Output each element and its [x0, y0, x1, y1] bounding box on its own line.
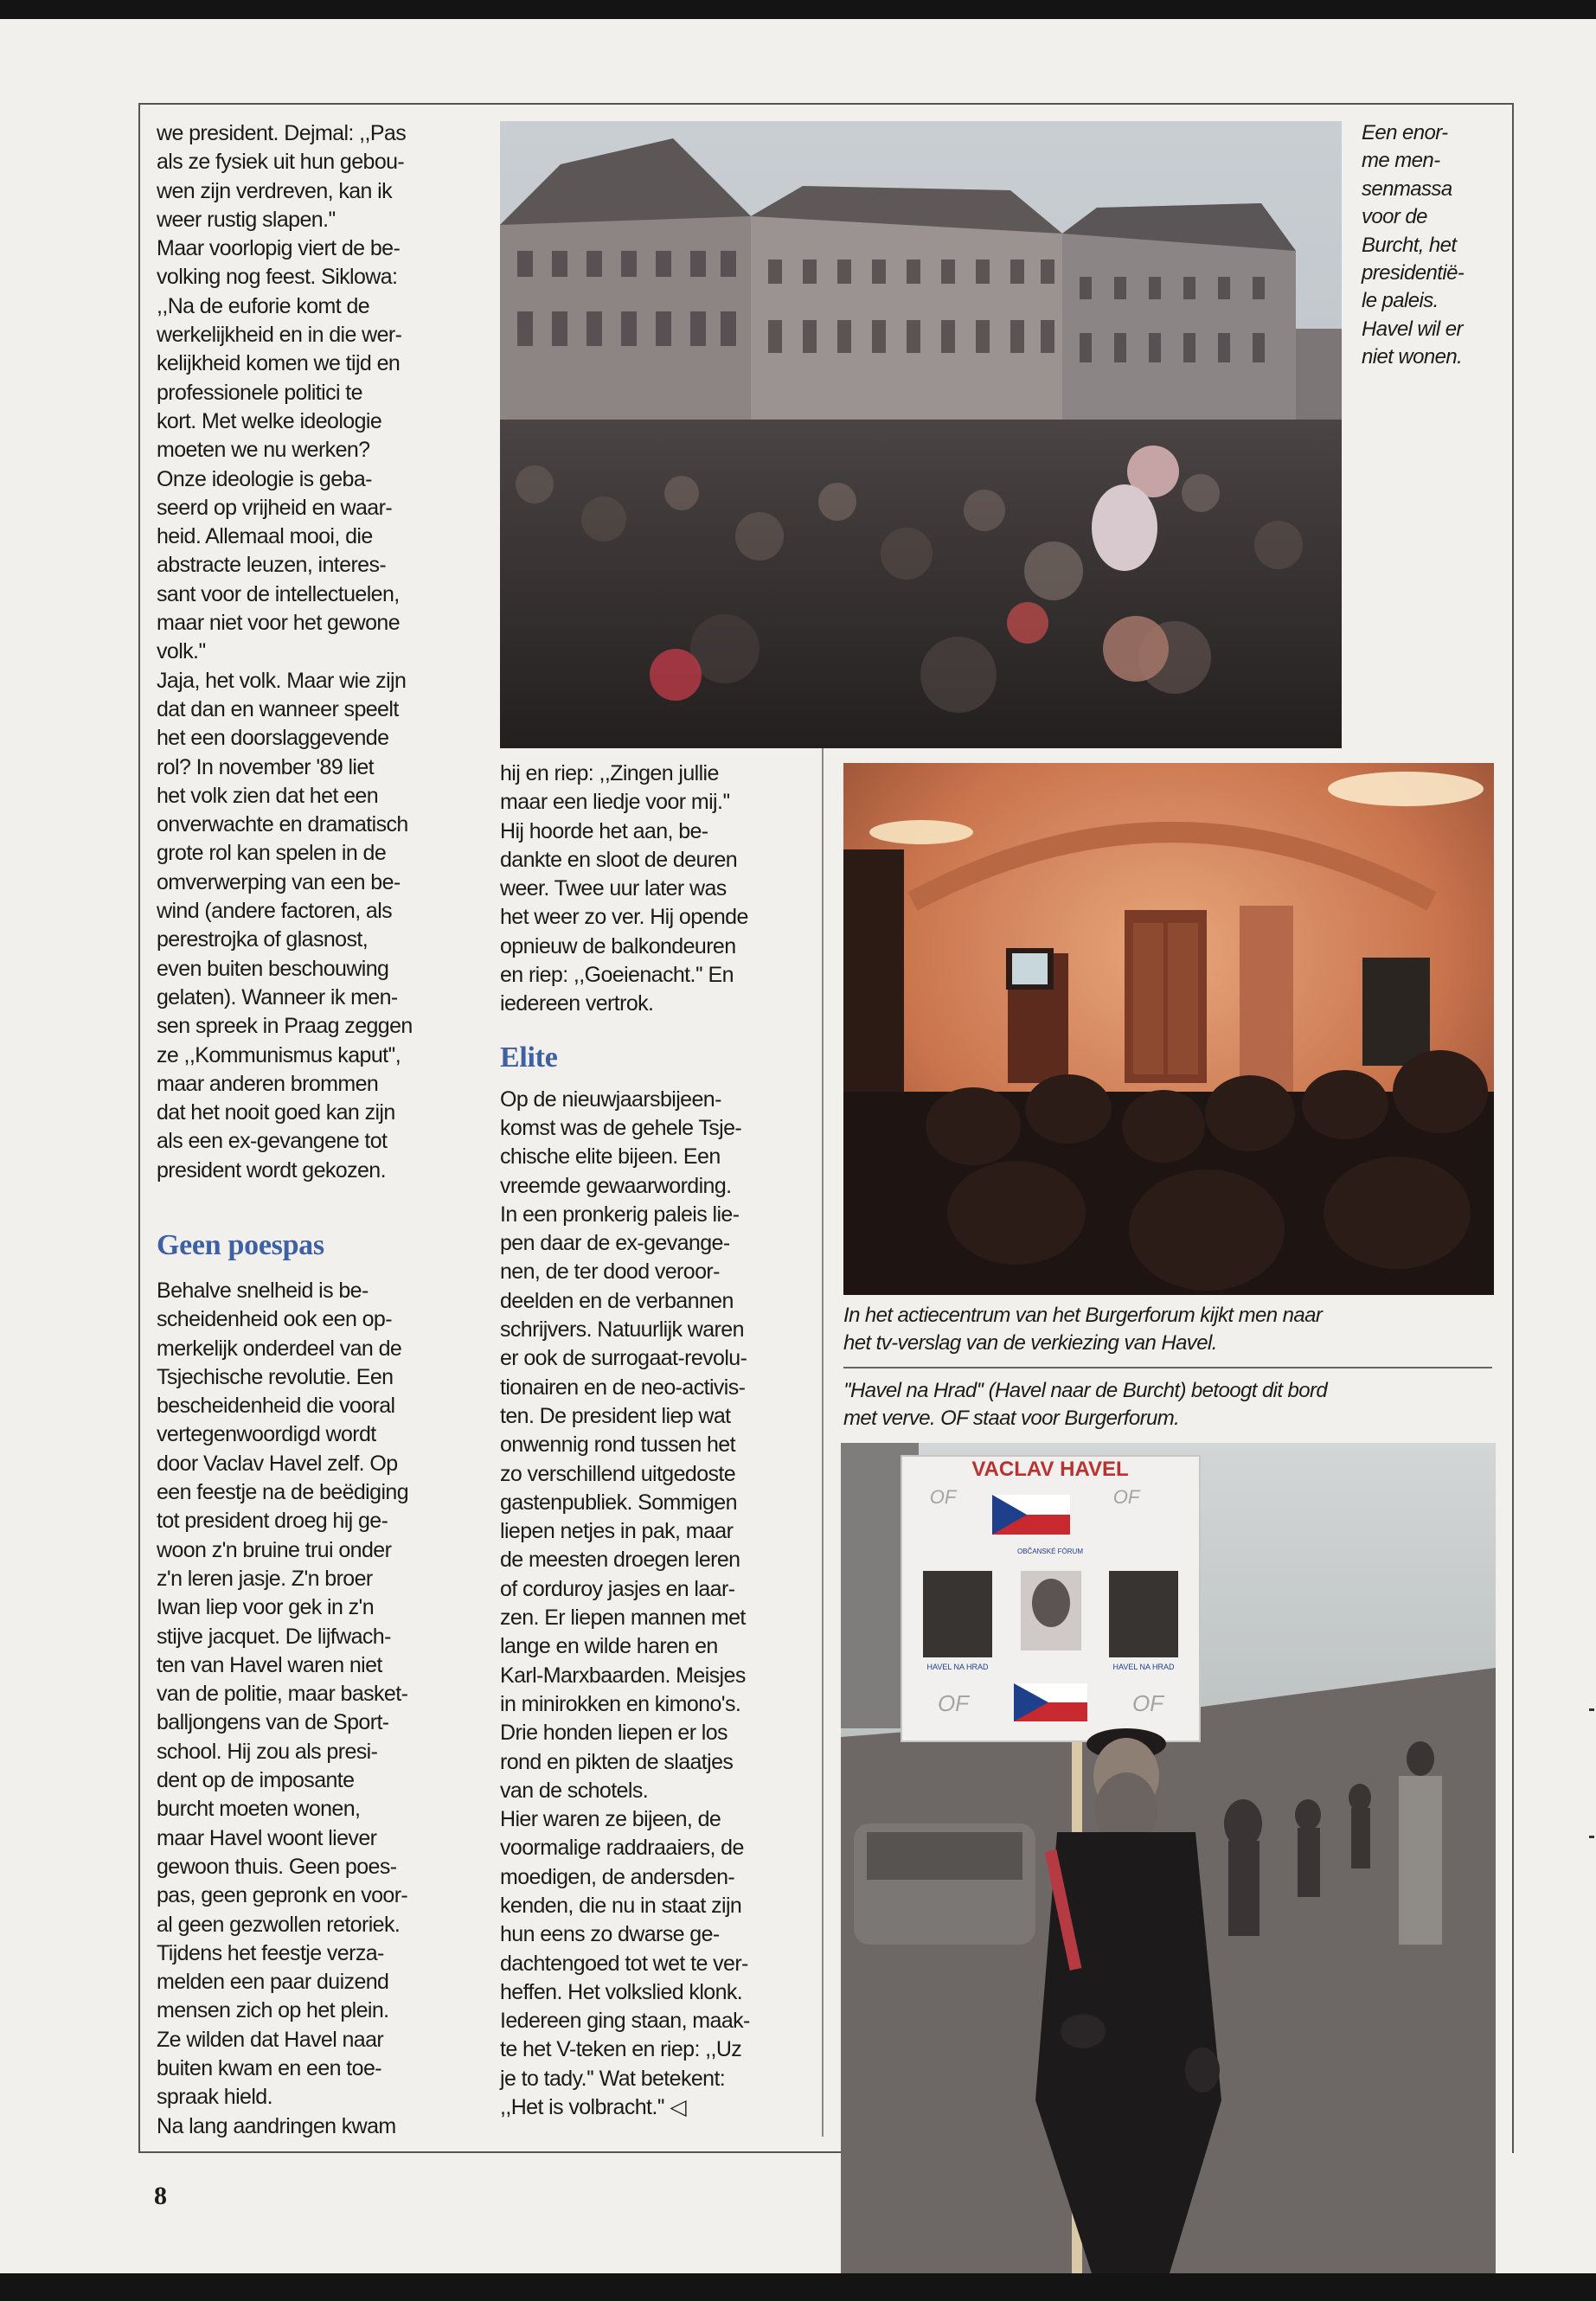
column-divider — [822, 744, 824, 2137]
text-line: scheidenheid ook een op- — [157, 1307, 392, 1332]
text-line: hun eens zo dwarse ge- — [500, 1922, 720, 1947]
text-line: stijve jacquet. De lijfwach- — [157, 1624, 391, 1649]
protest-sign — [901, 1456, 1200, 1741]
text-line: iedereen vertrok. — [500, 991, 654, 1016]
svg-text:OF: OF — [1112, 1486, 1140, 1508]
text-line: lange en wilde haren en — [500, 1634, 718, 1659]
text-line: Tsjechische revolutie. Een — [157, 1364, 394, 1389]
text-line: school. Hij zou als presi- — [157, 1739, 378, 1764]
frame-top-line — [138, 103, 1514, 105]
text-line: rond en pikten de slaatjes — [500, 1749, 734, 1774]
text-line: me men- — [1362, 149, 1440, 173]
column1-paragraph-2 — [157, 667, 468, 1185]
text-line: zen. Er liepen mannen met — [500, 1606, 746, 1631]
text-line: van de politie, maar basket- — [157, 1682, 408, 1707]
column1-paragraph-1 — [157, 119, 468, 667]
text-line: Drie honden liepen er los — [500, 1721, 727, 1746]
page-number: 8 — [154, 2182, 167, 2210]
text-line: senmassa — [1362, 176, 1452, 201]
text-line: gelaten). Wanneer ik men- — [157, 984, 398, 1009]
text-line: Tijdens het feestje verza- — [157, 1940, 384, 1965]
text-line: van de schotels. — [500, 1778, 649, 1803]
text-line: Op de nieuwjaarsbijeen- — [500, 1086, 721, 1112]
text-line: hij en riep: ,,Zingen jullie — [500, 761, 719, 785]
text-line: pen daar de ex-gevange- — [500, 1231, 730, 1256]
article-column-1 — [157, 119, 468, 2141]
svg-text:OF: OF — [929, 1486, 957, 1508]
column1-paragraph-3 — [157, 1277, 468, 2141]
text-line: niet wonen. — [1362, 345, 1463, 369]
column2-paragraph-2 — [500, 1086, 820, 1805]
text-line: gewoon thuis. Geen poes- — [157, 1854, 397, 1879]
text-line: bescheidenheid die vooral — [157, 1394, 395, 1419]
text-line: ze ,,Kommunismus kaput'', — [157, 1042, 401, 1067]
text-line: Na lang aandringen kwam — [157, 2113, 396, 2138]
text-line: heid. Allemaal mooi, die — [157, 524, 373, 549]
text-line: ,,Het is volbracht.'' ◁ — [500, 2095, 687, 2120]
text-line: In het actiecentrum van het Burgerforum kijkt men naar — [843, 1304, 1323, 1327]
text-line: woon z'n bruine trui onder — [157, 1537, 392, 1562]
photo-havel-sign-bearer — [841, 1443, 1496, 2273]
text-line: gastenpubliek. Sommigen — [500, 1490, 737, 1515]
text-line: voormalige raddraaiers, de — [500, 1836, 744, 1861]
text-line: moedigen, de andersden- — [500, 1864, 735, 1889]
text-line: In een pronkerig paleis lie- — [500, 1202, 740, 1227]
edge-mark-2 — [1589, 1836, 1594, 1838]
text-line: de meesten droegen leren — [500, 1548, 740, 1573]
text-line: Hier waren ze bijeen, de — [500, 1807, 721, 1832]
text-line: dat dan en wanneer speelt — [157, 696, 399, 721]
text-line: Havel wil er — [1362, 317, 1463, 341]
text-line: sant voor de intellectuelen, — [157, 581, 400, 606]
text-line: weer rustig slapen.'' — [157, 207, 336, 232]
text-line: als ze fysiek uit hun gebou- — [157, 150, 405, 175]
heading-geen-poespas: Geen poespas — [157, 1228, 324, 1261]
text-line: het weer zo ver. Hij opende — [500, 905, 748, 930]
text-line: en riep: ,,Goeienacht.'' En — [500, 963, 734, 988]
text-line: Karl-Marxbaarden. Meisjes — [500, 1663, 746, 1688]
text-line: sen spreek in Praag zeggen — [157, 1014, 413, 1039]
text-line: Onze ideologie is geba- — [157, 466, 372, 491]
text-line: onverwachte en dramatisch — [157, 812, 408, 837]
text-line: je to tady.'' Wat betekent: — [500, 2066, 726, 2091]
article-column-2 — [500, 760, 820, 2122]
text-line: werkelijkheid en in die wer- — [157, 323, 402, 348]
text-line: kelijkheid komen we tijd en — [157, 351, 401, 376]
text-line: deelden en de verbannen — [500, 1288, 734, 1313]
text-line: professionele politici te — [157, 380, 362, 405]
text-line: melden een paar duizend — [157, 1970, 389, 1995]
photo-crowd-castle — [500, 121, 1342, 748]
caption-divider — [843, 1367, 1492, 1368]
text-line: maar anderen brommen — [157, 1071, 379, 1096]
text-line: dat het nooit goed kan zijn — [157, 1100, 395, 1125]
text-line: seerd op vrijheid en waar- — [157, 495, 393, 520]
text-line: z'n leren jasje. Z'n broer — [157, 1566, 373, 1591]
text-line: als een ex-gevangene tot — [157, 1129, 388, 1154]
text-line: Hij hoorde het aan, be- — [500, 818, 708, 843]
text-line: buiten kwam en een toe- — [157, 2056, 381, 2080]
frame-bottom-line — [138, 2151, 843, 2153]
text-line: of corduroy jasjes en laar- — [500, 1576, 735, 1601]
text-line: Burcht, het — [1362, 233, 1457, 257]
text-line: er ook de surrogaat-revolu- — [500, 1346, 747, 1371]
text-line: het een doorslaggevende — [157, 726, 389, 751]
caption-hall — [843, 1302, 1509, 1358]
text-line: abstracte leuzen, interes- — [157, 553, 387, 578]
svg-text:OBČANSKÉ FÓRUM: OBČANSKÉ FÓRUM — [1016, 1548, 1084, 1555]
text-line: grote rol kan spelen in de — [157, 841, 387, 866]
text-line: volking nog feest. Siklowa: — [157, 265, 398, 290]
text-line: maar een liedje voor mij.'' — [500, 790, 730, 815]
text-line: president wordt gekozen. — [157, 1157, 386, 1183]
text-line: even buiten beschouwing — [157, 956, 389, 981]
svg-text:HAVEL NA HRAD: HAVEL NA HRAD — [926, 1663, 989, 1671]
text-line: door Vaclav Havel zelf. Op — [157, 1451, 398, 1476]
text-line: heffen. Het volkslied klonk. — [500, 1979, 743, 2004]
text-line: schrijvers. Natuurlijk waren — [500, 1317, 744, 1343]
text-line: spraak hield. — [157, 2085, 272, 2110]
text-line: merkelijk onderdeel van de — [157, 1336, 402, 1361]
text-line: burcht moeten wonen, — [157, 1797, 361, 1822]
text-line: rol? In november '89 liet — [157, 754, 375, 779]
text-line: komst was de gehele Tsje- — [500, 1115, 742, 1140]
svg-text:VACLAV HAVEL: VACLAV HAVEL — [971, 1458, 1129, 1481]
bottom-scan-border — [0, 2273, 1596, 2301]
frame-right-line — [1512, 103, 1514, 2153]
text-line: ''Havel na Hrad'' (Havel naar de Burcht) betoogt dit bord — [843, 1379, 1328, 1402]
photo-action-center-hall — [843, 763, 1494, 1295]
text-line: ,,Na de euforie komt de — [157, 293, 370, 318]
text-line: onwennig rond tussen het — [500, 1433, 735, 1458]
text-line: moeten we nu werken? — [157, 438, 370, 463]
text-line: Jaja, het volk. Maar wie zijn — [157, 668, 407, 693]
text-line: dankte en sloot de deuren — [500, 847, 738, 872]
text-line: maar niet voor het gewone — [157, 611, 401, 636]
text-line: voor de — [1362, 205, 1427, 229]
text-line: tionairen en de neo-activis- — [500, 1375, 746, 1400]
text-line: wind (andere factoren, als — [157, 899, 393, 924]
text-line: Maar voorlopig viert de be- — [157, 236, 401, 261]
edge-mark-1 — [1589, 1708, 1594, 1711]
text-line: Ze wilden dat Havel naar — [157, 2027, 384, 2052]
svg-text:OF: OF — [1131, 1690, 1164, 1716]
text-line: tot president droeg hij ge- — [157, 1509, 388, 1534]
text-line: dent op de imposante — [157, 1768, 355, 1793]
text-line: nen, de ter dood veroor- — [500, 1259, 720, 1285]
caption-sign — [843, 1377, 1509, 1433]
text-line: mensen zich op het plein. — [157, 1998, 389, 2023]
frame-left-line — [138, 103, 140, 2153]
text-line: al geen gezwollen retoriek. — [157, 1912, 401, 1937]
text-line: vertegenwoordigd wordt — [157, 1422, 376, 1447]
text-line: perestrojka of glasnost, — [157, 927, 369, 952]
svg-text:OF: OF — [937, 1690, 970, 1716]
text-line: pas, geen gepronk en voor- — [157, 1883, 408, 1908]
heading-elite: Elite — [500, 1041, 558, 1074]
text-line: in minirokken en kimono's. — [500, 1691, 741, 1716]
svg-text:HAVEL NA HRAD: HAVEL NA HRAD — [1112, 1663, 1175, 1671]
text-line: dachtengoed tot wet te ver- — [500, 1951, 748, 1976]
text-line: maar Havel woont liever — [157, 1825, 377, 1850]
top-scan-border — [0, 0, 1596, 19]
text-line: ten. De president liep wat — [500, 1403, 731, 1428]
text-line: ten van Havel waren niet — [157, 1652, 382, 1677]
text-line: le paleis. — [1362, 289, 1439, 313]
text-line: Iwan liep voor gek in z'n — [157, 1595, 375, 1620]
text-line: Een enor- — [1362, 121, 1448, 144]
text-line: met verve. OF staat voor Burgerforum. — [843, 1407, 1180, 1431]
text-line: omverwerping van een be- — [157, 869, 401, 894]
text-line: chische elite bijeen. Een — [500, 1144, 721, 1170]
text-line: zo verschillend uitgedoste — [500, 1461, 736, 1486]
text-line: een feestje na de beëdiging — [157, 1480, 409, 1505]
text-line: vreemde gewaarwording. — [500, 1173, 732, 1198]
caption-crowd — [1362, 119, 1509, 372]
column2-paragraph-3 — [500, 1805, 820, 2122]
text-line: we president. Dejmal: ,,Pas — [157, 121, 407, 145]
text-line: volk.'' — [157, 639, 206, 664]
text-line: weer. Twee uur later was — [500, 876, 727, 901]
text-line: Iedereen ging staan, maak- — [500, 2009, 750, 2034]
text-line: wen zijn verdreven, kan ik — [157, 178, 393, 203]
text-line: het volk zien dat het een — [157, 783, 379, 808]
text-line: kort. Met welke ideologie — [157, 408, 382, 433]
text-line: opnieuw de balkondeuren — [500, 933, 736, 958]
text-line: kenden, die nu in staat zijn — [500, 1893, 742, 1918]
text-line: te het V-teken en riep: ,,Uz — [500, 2037, 742, 2062]
text-line: het tv-verslag van de verkiezing van Havel. — [843, 1331, 1217, 1356]
text-line: liepen netjes in pak, maar — [500, 1519, 734, 1544]
text-line: Behalve snelheid is be- — [157, 1278, 369, 1303]
text-line: balljongens van de Sport- — [157, 1710, 389, 1735]
text-line: presidentië- — [1362, 261, 1465, 285]
column2-paragraph-1 — [500, 760, 820, 1019]
